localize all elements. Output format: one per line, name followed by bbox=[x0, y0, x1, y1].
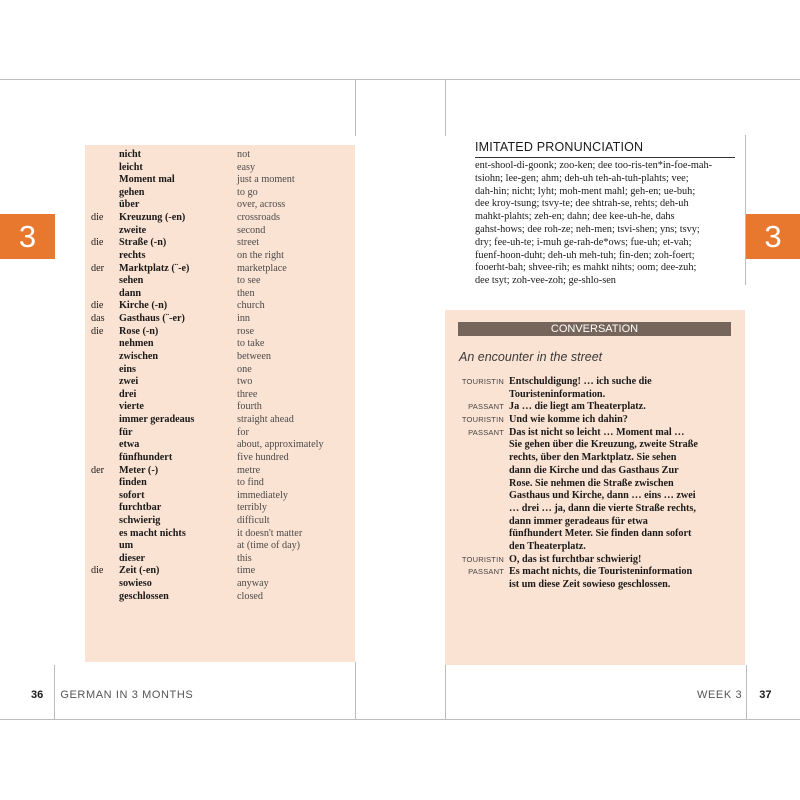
dialogue-text: Gasthaus und Kirche, dann … eins … zwei bbox=[509, 490, 696, 502]
vocab-row bbox=[85, 439, 355, 452]
vocab-row bbox=[85, 565, 355, 578]
dialogue-line bbox=[445, 566, 745, 579]
page-bottom-rule bbox=[0, 719, 800, 720]
vocab-article: die bbox=[91, 300, 104, 312]
vocab-english: to see bbox=[237, 275, 261, 287]
vocab-row bbox=[85, 225, 355, 238]
vocab-english: second bbox=[237, 224, 266, 236]
dialogue-text: dann immer geradeaus für etwa bbox=[509, 515, 648, 527]
vocab-english: rose bbox=[237, 325, 254, 337]
vocab-german: fünfhundert bbox=[119, 451, 173, 463]
vocab-english: straight ahead bbox=[237, 414, 294, 426]
page-number-right: 37 bbox=[759, 689, 772, 701]
vocab-article: der bbox=[91, 464, 105, 476]
vocab-english: church bbox=[237, 300, 265, 312]
vocab-english: over, across bbox=[237, 199, 286, 211]
vocab-german: Kirche (-n) bbox=[119, 300, 168, 312]
vocab-english: not bbox=[237, 149, 251, 160]
vocab-english: between bbox=[237, 350, 271, 362]
spine-rule-top-left bbox=[355, 79, 356, 136]
speaker-label: TOURISTIN bbox=[461, 415, 504, 425]
dialogue-text: Entschuldigung! … ich suche die bbox=[509, 376, 652, 387]
vocab-german: immer geradeaus bbox=[119, 414, 195, 426]
vocab-row bbox=[85, 591, 355, 604]
vocab-row bbox=[85, 389, 355, 402]
pronunciation-text bbox=[475, 160, 745, 288]
footer-right bbox=[697, 689, 771, 701]
dialogue-line bbox=[445, 401, 745, 414]
vocab-english: anyway bbox=[237, 578, 269, 590]
vocab-english: to go bbox=[237, 186, 258, 198]
vocab-english: closed bbox=[237, 590, 264, 602]
chapter-tab-right: 3 bbox=[746, 214, 800, 259]
pronunciation-line: mahkt-plahts; zeh-en; dahn; dee kee-uh-he, dahs bbox=[475, 211, 675, 223]
vocab-row bbox=[85, 313, 355, 326]
vocab-english: immediately bbox=[237, 489, 288, 501]
dialogue-text: … drei … ja, dann die vierte Straße rechts, bbox=[509, 502, 696, 514]
vocab-german: zweite bbox=[119, 224, 147, 236]
vocab-row bbox=[85, 477, 355, 490]
conversation-subtitle: An encounter in the street bbox=[459, 350, 603, 364]
vocab-english: for bbox=[237, 426, 249, 438]
pronunciation-line: dry; fee-uh-te; i-muh ge-rah-de*ows; fue-uh; et-vah; bbox=[475, 236, 692, 248]
vocab-english: metre bbox=[237, 464, 261, 476]
vocab-english: easy bbox=[237, 161, 256, 173]
dialogue-text: Sie gehen über die Kreuzung, zweite Straße bbox=[509, 439, 698, 451]
vocab-german: vierte bbox=[119, 401, 144, 413]
vocab-row bbox=[85, 401, 355, 414]
vocab-row bbox=[85, 187, 355, 200]
conversation-dialogue bbox=[445, 376, 745, 592]
vocab-english: three bbox=[237, 388, 258, 400]
vocab-article: die bbox=[91, 325, 104, 337]
vocab-article: das bbox=[91, 313, 105, 325]
dialogue-line bbox=[445, 465, 745, 478]
vocab-german: für bbox=[119, 426, 133, 438]
vocab-german: zwischen bbox=[119, 350, 159, 362]
dialogue-text: Und wie komme ich dahin? bbox=[509, 414, 628, 426]
chapter-tab-left: 3 bbox=[0, 214, 55, 259]
vocab-row bbox=[85, 578, 355, 591]
vocab-row bbox=[85, 553, 355, 566]
book-title: GERMAN IN 3 MONTHS bbox=[60, 689, 194, 701]
vocab-english: about, approximately bbox=[237, 439, 324, 451]
vocab-row bbox=[85, 502, 355, 515]
vocab-row bbox=[85, 174, 355, 187]
vocab-row bbox=[85, 263, 355, 276]
vocab-row bbox=[85, 237, 355, 250]
pronunciation-line: fuenf-hoon-duht; deh-uh meh-tuh; fin-den; zoh-foert; bbox=[475, 249, 695, 261]
vocab-english: at (time of day) bbox=[237, 540, 301, 552]
vocab-german: Kreuzung (-en) bbox=[119, 212, 186, 224]
vocab-german: geschlossen bbox=[119, 590, 169, 602]
vocabulary-panel bbox=[85, 145, 355, 662]
vocab-article: die bbox=[91, 237, 104, 249]
vocab-german: dieser bbox=[119, 552, 146, 564]
dialogue-text: ist um diese Zeit sowieso geschlossen. bbox=[509, 579, 671, 590]
speaker-label: PASSANT bbox=[468, 402, 504, 412]
dialogue-line bbox=[445, 478, 745, 491]
vocab-english: fourth bbox=[237, 401, 262, 413]
vocab-german: zwei bbox=[119, 376, 139, 388]
vocab-german: nehmen bbox=[119, 338, 154, 350]
conversation-panel bbox=[445, 310, 745, 665]
vocab-row bbox=[85, 300, 355, 313]
vocab-english: two bbox=[237, 376, 253, 388]
dialogue-line bbox=[445, 516, 745, 529]
dialogue-line bbox=[445, 503, 745, 516]
vocab-row bbox=[85, 490, 355, 503]
spine-rule-bottom-left bbox=[355, 662, 356, 720]
dialogue-text: Touristeninformation. bbox=[509, 388, 606, 400]
dialogue-line bbox=[445, 427, 745, 440]
vocab-row bbox=[85, 364, 355, 377]
dialogue-text: rechts, über den Marktplatz. Sie sehen bbox=[509, 452, 677, 464]
dialogue-line bbox=[445, 439, 745, 452]
vocab-german: nicht bbox=[119, 149, 142, 160]
dialogue-text: Es macht nichts, die Touristeninformation bbox=[509, 566, 693, 578]
vocab-english: five hundred bbox=[237, 451, 289, 463]
vocab-row bbox=[85, 427, 355, 440]
vocab-english: on the right bbox=[237, 249, 284, 261]
vocab-german: rechts bbox=[119, 249, 146, 261]
vocab-english: time bbox=[237, 565, 256, 577]
pronunciation-line: dee kroy-tsung; tsvy-te; dee shtrah-se, rehts; deh-uh bbox=[475, 198, 689, 210]
pronunciation-line: ent-shool-di-goonk; zoo-ken; dee too-ris-ten*in-foe-mah- bbox=[475, 160, 713, 171]
vocab-german: sehen bbox=[119, 275, 144, 287]
footer-left bbox=[31, 689, 193, 701]
dialogue-text: den Theaterplatz. bbox=[509, 540, 586, 552]
vocab-german: gehen bbox=[119, 186, 145, 198]
dialogue-line bbox=[445, 376, 745, 389]
vocab-row bbox=[85, 162, 355, 175]
pronunciation-line: tsiohn; lee-gen; ahm; deh-uh teh-ah-tuh-plahts; vee; bbox=[475, 172, 689, 184]
page-top-rule bbox=[0, 79, 800, 80]
pronunciation-heading-rule bbox=[475, 157, 735, 158]
vocab-german: Gasthaus (¨-er) bbox=[119, 313, 185, 325]
page-number-left: 36 bbox=[31, 689, 44, 701]
vocab-german: Meter (-) bbox=[119, 464, 159, 476]
pronunciation-line: fooerht-bah; shvee-rih; es mahkt nihts; oom; dee-zuh; bbox=[475, 262, 697, 274]
pronunciation-side-rule bbox=[745, 135, 746, 285]
vocab-row bbox=[85, 351, 355, 364]
vocab-english: street bbox=[237, 237, 260, 249]
vocab-english: terribly bbox=[237, 502, 267, 514]
vocab-german: Zeit (-en) bbox=[119, 565, 160, 577]
dialogue-line bbox=[445, 389, 745, 402]
vocab-german: Moment mal bbox=[119, 174, 175, 186]
vocab-german: um bbox=[119, 540, 134, 552]
vocab-article: die bbox=[91, 565, 104, 577]
vocab-german: Straße (-n) bbox=[119, 237, 167, 249]
vocab-row bbox=[85, 199, 355, 212]
vocab-english: inn bbox=[237, 313, 251, 325]
vocab-german: finden bbox=[119, 477, 147, 489]
vocab-english: just a moment bbox=[237, 174, 295, 186]
vocab-german: drei bbox=[119, 388, 137, 400]
week-label: WEEK 3 bbox=[697, 689, 743, 701]
vocab-row bbox=[85, 338, 355, 351]
dialogue-text: Das ist nicht so leicht … Moment mal … bbox=[509, 426, 685, 438]
vocab-english: to take bbox=[237, 338, 265, 350]
pronunciation-heading: IMITATED PRONUNCIATION bbox=[475, 140, 644, 154]
vocab-german: sofort bbox=[119, 489, 145, 501]
dialogue-line bbox=[445, 541, 745, 554]
vocab-english: marketplace bbox=[237, 262, 287, 274]
dialogue-text: Ja … die liegt am Theaterplatz. bbox=[509, 401, 646, 413]
dialogue-text: dann die Kirche und das Gasthaus Zur bbox=[509, 464, 679, 476]
spine-rule-bottom-right bbox=[445, 665, 446, 720]
vocab-row bbox=[85, 465, 355, 478]
vocab-row bbox=[85, 540, 355, 553]
vocab-german: Rose (-n) bbox=[119, 325, 159, 337]
dialogue-text: O, das ist furchtbar schwierig! bbox=[509, 553, 642, 565]
vocab-german: schwierig bbox=[119, 514, 161, 526]
dialogue-line bbox=[445, 490, 745, 503]
dialogue-text: Rose. Sie nehmen die Straße zwischen bbox=[509, 477, 674, 489]
dialogue-line bbox=[445, 579, 745, 592]
vocab-german: dann bbox=[119, 287, 142, 299]
vocab-german: über bbox=[119, 199, 140, 211]
dialogue-line bbox=[445, 452, 745, 465]
vocab-row bbox=[85, 528, 355, 541]
dialogue-line bbox=[445, 554, 745, 567]
vocab-german: leicht bbox=[119, 161, 143, 173]
vocab-row bbox=[85, 515, 355, 528]
speaker-label: TOURISTIN bbox=[461, 554, 504, 564]
spine-rule-top-right bbox=[445, 79, 446, 136]
dialogue-line bbox=[445, 414, 745, 427]
vocab-english: to find bbox=[237, 477, 264, 489]
dialogue-text: fünfhundert Meter. Sie finden dann sofort bbox=[509, 528, 692, 540]
vocab-row bbox=[85, 149, 355, 162]
speaker-label: PASSANT bbox=[468, 427, 504, 437]
vocab-row bbox=[85, 326, 355, 339]
vocab-article: die bbox=[91, 212, 104, 224]
vocab-row bbox=[85, 275, 355, 288]
dialogue-line bbox=[445, 528, 745, 541]
vocab-german: sowieso bbox=[119, 578, 152, 590]
vocab-row bbox=[85, 212, 355, 225]
vocab-english: this bbox=[237, 552, 252, 564]
speaker-label: TOURISTIN bbox=[461, 377, 504, 386]
vocab-row bbox=[85, 288, 355, 301]
speaker-label: PASSANT bbox=[468, 567, 504, 577]
vocab-german: furchtbar bbox=[119, 502, 162, 514]
pronunciation-line: dee tsyt; zoh-vee-zoh; ge-shlo-sen bbox=[475, 275, 616, 287]
vocab-row bbox=[85, 452, 355, 465]
vocab-english: difficult bbox=[237, 514, 270, 526]
vocab-german: es macht nichts bbox=[119, 527, 186, 539]
vocab-article: der bbox=[91, 262, 105, 274]
vocab-german: etwa bbox=[119, 439, 140, 451]
vocab-english: it doesn't matter bbox=[237, 527, 303, 539]
pronunciation-line: dah-hin; nicht; lyht; moh-ment mahl; geh-en; ue-buh; bbox=[475, 185, 696, 197]
vocab-german: eins bbox=[119, 363, 136, 375]
vocab-row bbox=[85, 250, 355, 263]
vocab-english: then bbox=[237, 287, 255, 299]
pronunciation-line: gahst-hows; dee roh-ze; neh-men; tsvi-shen; yns; tsvy; bbox=[475, 223, 700, 235]
conversation-banner: CONVERSATION bbox=[458, 322, 731, 336]
vocab-row bbox=[85, 376, 355, 389]
vocab-english: one bbox=[237, 363, 252, 375]
vocab-row bbox=[85, 414, 355, 427]
vocab-english: crossroads bbox=[237, 212, 281, 224]
vocab-german: Marktplatz (¨-e) bbox=[119, 262, 190, 274]
